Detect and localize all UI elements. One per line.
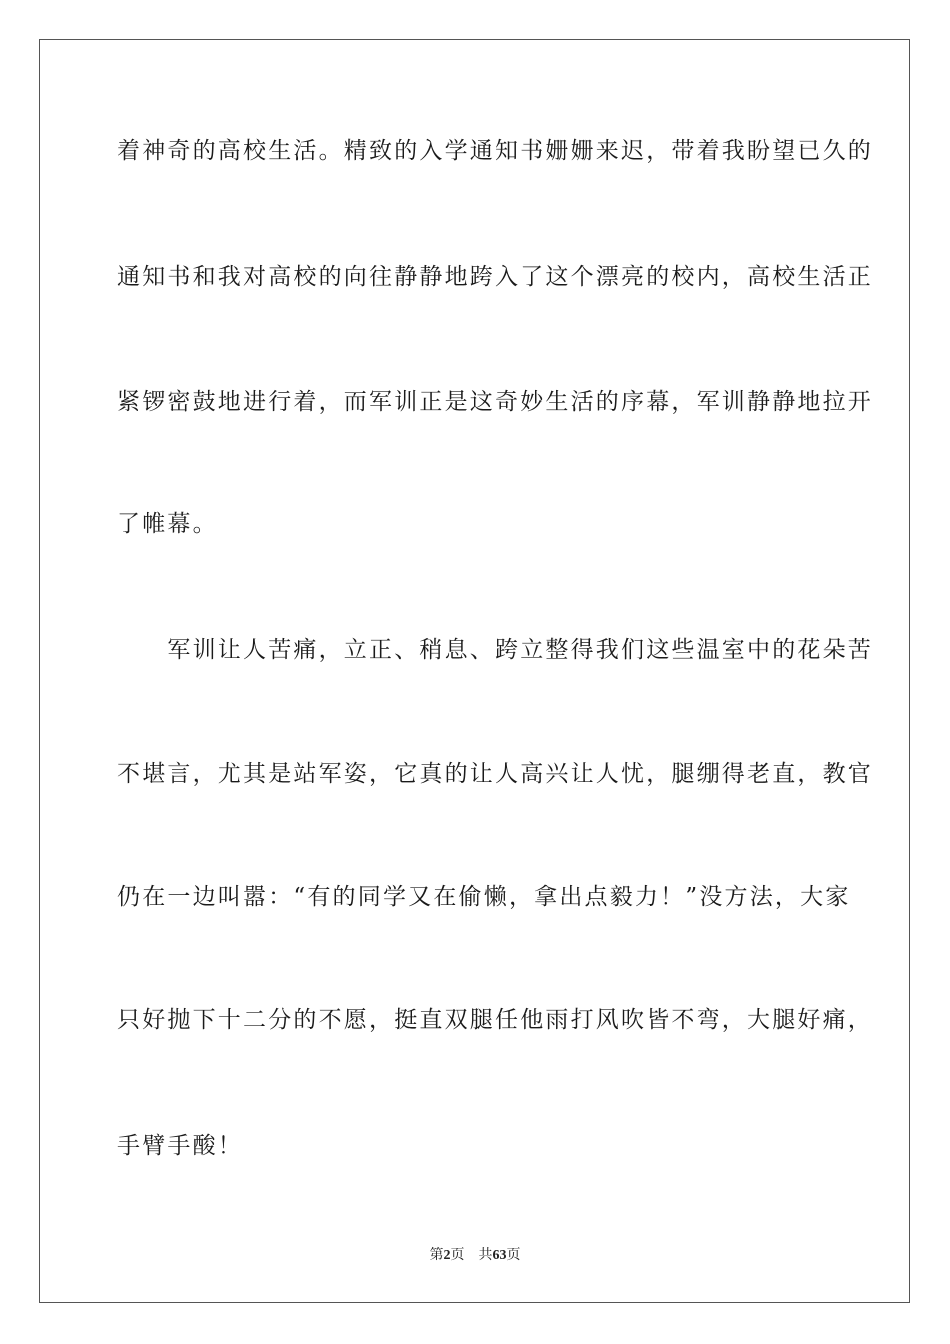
page-footer xyxy=(0,1246,950,1265)
text-line: 手臂手酸！ xyxy=(117,1133,243,1159)
page-suffix: 页 xyxy=(450,1247,465,1263)
text-line: 只好抛下十二分的不愿，挺直双腿任他雨打风吹皆不弯，大腿好痛， xyxy=(117,1007,873,1033)
total-prefix: 共 xyxy=(478,1247,493,1263)
text-line: 通知书和我对高校的向往静静地跨入了这个漂亮的校内，高校生活正 xyxy=(117,264,873,290)
text-line: 仍在一边叫嚣：“有的同学又在偷懒，拿出点毅力！”没方法，大家 xyxy=(117,884,851,910)
page-number: 2 xyxy=(443,1248,451,1263)
text-line: 了帷幕。 xyxy=(117,511,218,537)
text-line: 着神奇的高校生活。精致的入学通知书姗姗来迟，带着我盼望已久的 xyxy=(117,138,873,164)
total-suffix: 页 xyxy=(506,1247,521,1263)
page-prefix: 第 xyxy=(429,1247,444,1263)
text-line: 紧锣密鼓地进行着，而军训正是这奇妙生活的序幕，军训静静地拉开 xyxy=(117,389,873,415)
page-frame xyxy=(39,39,910,1303)
text-line: 不堪言，尤其是站军姿，它真的让人高兴让人忧，腿绷得老直，教官 xyxy=(117,761,873,787)
text-line: 军训让人苦痛，立正、稍息、跨立整得我们这些温室中的花朵苦 xyxy=(117,637,873,663)
total-pages: 63 xyxy=(492,1248,507,1263)
